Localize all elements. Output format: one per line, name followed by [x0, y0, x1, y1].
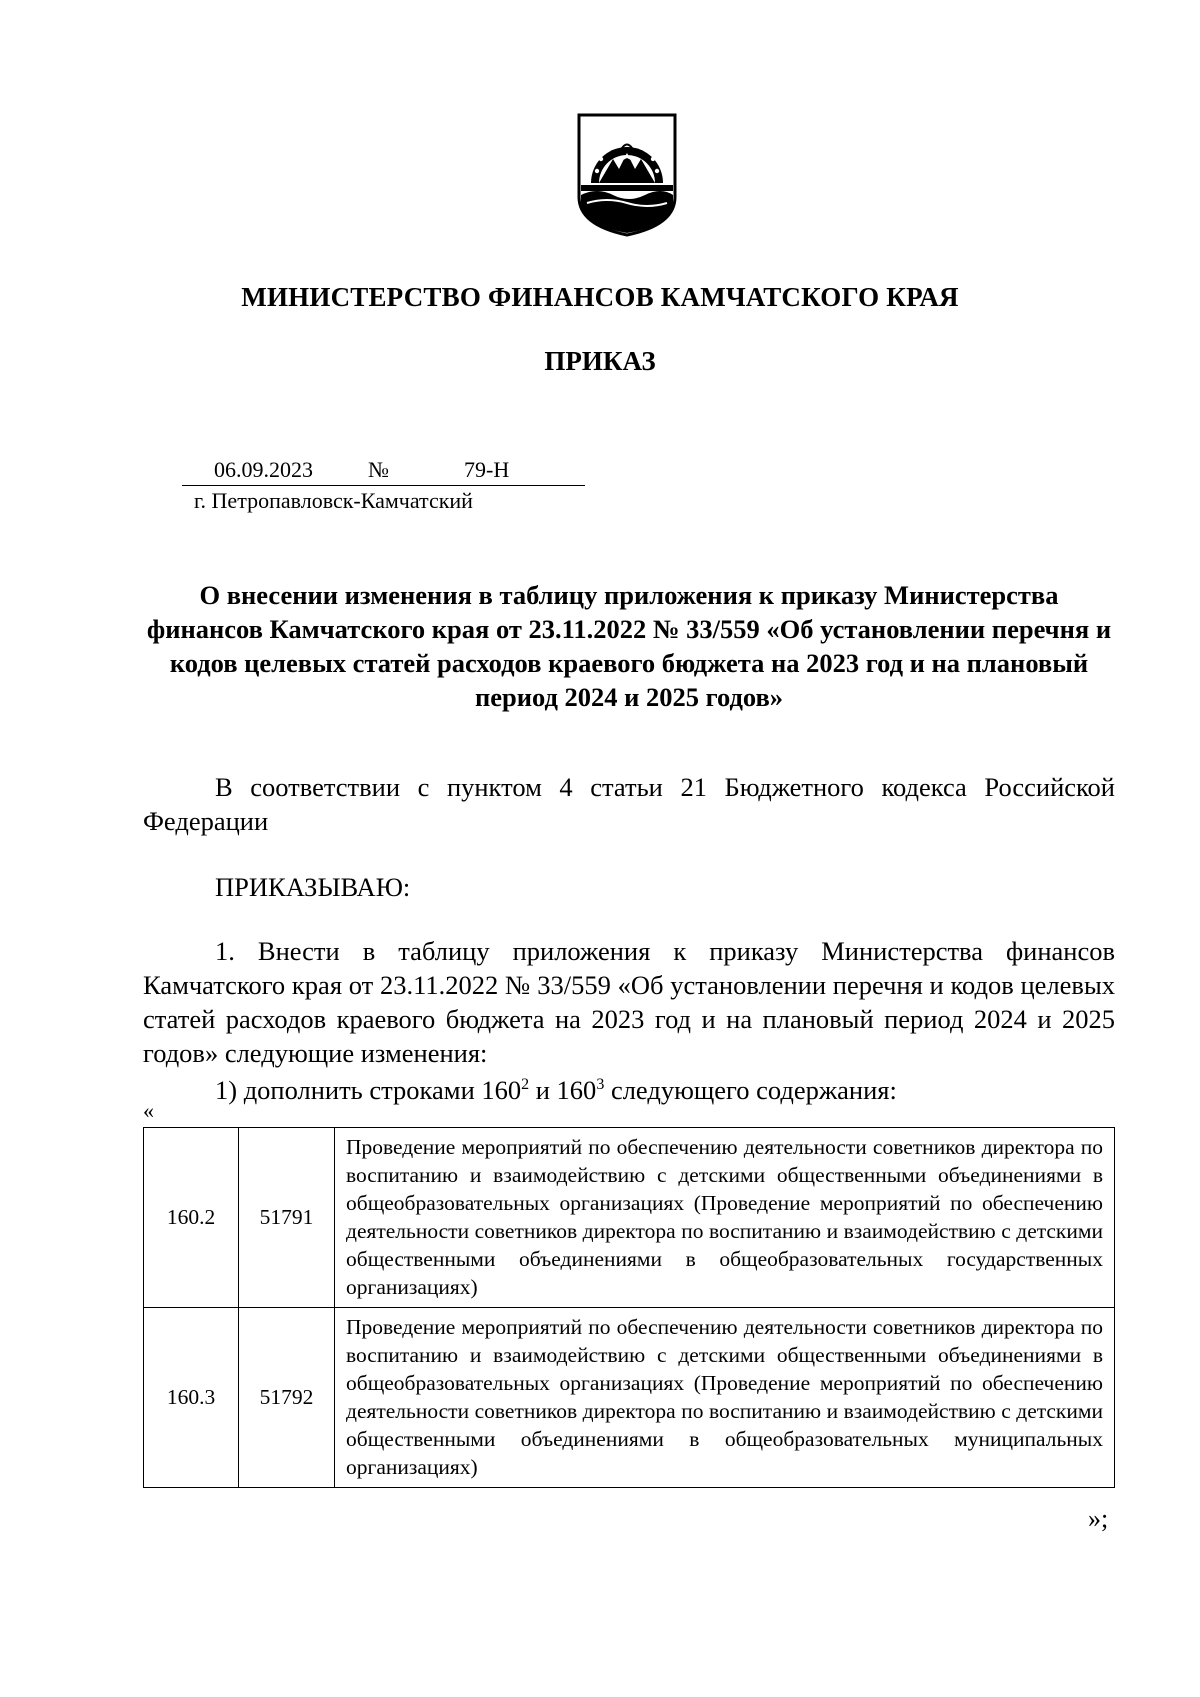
order-heading: ПРИКАЗ [544, 346, 656, 376]
superscript: 2 [521, 1076, 530, 1093]
row-description: Проведение мероприятий по обеспечению деятельности советников директора по воспитанию и взаимодействию с детскими общественными объединениями в общеобразовательных организациях (Проведение мероприятий по обеспечению деятельности советников директора по воспитанию и взаимодействию с детскими общественными объединениями в общеобразовательных государственных организациях) [335, 1128, 1115, 1308]
subitem-middle: и 160 [529, 1074, 597, 1105]
kamchatka-coat-of-arms-icon [577, 113, 677, 237]
ministry-title: МИНИСТЕРСТВО ФИНАНСОВ КАМЧАТСКОГО КРАЯ [241, 282, 959, 312]
order-date-number-line [182, 457, 585, 486]
decree-word: ПРИКАЗЫВАЮ: [215, 872, 411, 902]
subitem-suffix: следующего содержания: [604, 1074, 897, 1105]
number-sign: № [368, 457, 389, 482]
table-row [144, 1128, 1115, 1308]
superscript: 3 [596, 1076, 605, 1093]
row-code: 51791 [239, 1128, 335, 1308]
item-1-paragraph: 1. Внести в таблицу приложения к приказу Министерства финансов Камчатского края от 23.11.2022 № 33/559 «Об установлении перечня и кодов целевых статей расходов краевого бюджета на 2023 год и на плановый период 2024 и 2025 годов» следующие изменения: [143, 936, 1115, 1068]
quote-open: « [143, 1098, 154, 1123]
subitem-prefix: 1) дополнить строками 160 [215, 1074, 522, 1105]
order-city: г. Петропавловск-Камчатский [194, 488, 473, 513]
order-subject: О внесении изменения в таблицу приложения к приказу Министерства финансов Камчатского края от 23.11.2022 № 33/559 «Об установлении перечня и кодов целевых статей расходов краевого бюджета на 2023 год и на плановый период 2024 и 2025 годов» [146, 580, 1112, 712]
row-number: 160.2 [144, 1128, 239, 1308]
order-date: 06.09.2023 [214, 457, 313, 482]
order-number: 79-Н [464, 457, 510, 482]
table-row [144, 1308, 1115, 1488]
item-1-subitem [215, 1068, 897, 1107]
row-number: 160.3 [144, 1308, 239, 1488]
quote-close: »; [1088, 1504, 1109, 1533]
basis-paragraph: В соответствии с пунктом 4 статьи 21 Бюджетного кодекса Российской Федерации [143, 772, 1115, 836]
row-code: 51792 [239, 1308, 335, 1488]
row-description: Проведение мероприятий по обеспечению деятельности советников директора по воспитанию и взаимодействию с детскими общественными объединениями в общеобразовательных организациях (Проведение мероприятий по обеспечению деятельности советников директора по воспитанию и взаимодействию с детскими общественными объединениями в общеобразовательных муниципальных организациях) [335, 1308, 1115, 1488]
budget-items-table [143, 1127, 1115, 1488]
